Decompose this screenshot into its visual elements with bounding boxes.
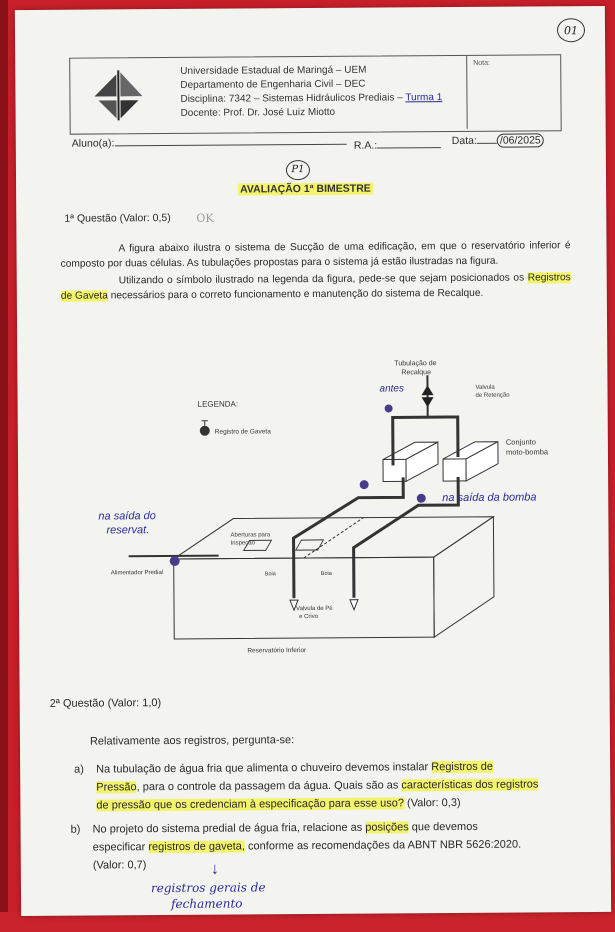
q2-b-l2-post: conforme as recomendações da ABNT NBR 5626:2020.: [244, 838, 522, 853]
legend-valve-icon: [200, 421, 210, 436]
label-aberturas-1: Aberturas para: [230, 532, 271, 539]
date-label: Data:: [451, 134, 477, 148]
reservoir: [173, 517, 494, 639]
q2-a-l1-text: Na tubulação de água fria que alimenta o chuveiro devemos instalar: [96, 761, 432, 776]
grade-box: [466, 55, 562, 129]
q1-para2-highlight: Registros de Gaveta: [60, 272, 571, 302]
ra-row: [354, 139, 441, 152]
hand-note-saida-reserv-2: reservat.: [106, 524, 150, 537]
q1-heading: 1ª Questão (Valor: 0,5): [64, 211, 171, 225]
q2-a-line-3: [96, 795, 460, 814]
label-valvula-pe-2: e Crivo: [299, 613, 319, 621]
exam-sheet: [15, 6, 611, 916]
q2-a-line-2: [96, 776, 538, 795]
exam-title: AVALIAÇÃO 1ª BIMESTRE: [240, 182, 371, 196]
q1-para2-post: necessários para o correto funcionamento e manutenção do sistema de Recalque.: [107, 287, 484, 302]
label-retencao-2: de Retenção: [475, 392, 510, 399]
arrow-down-icon: ↓: [210, 860, 219, 878]
suction-pipes: [127, 375, 459, 599]
date-row: [452, 134, 544, 147]
q2-intro: Relativamente aos registros, pergunta-se:: [89, 734, 295, 748]
label-aberturas-2: Inspeção: [230, 540, 255, 547]
page-number-circle: [557, 18, 585, 42]
q2-a-label: a): [74, 763, 84, 776]
uem-logo: [86, 66, 150, 122]
ra-label: R.A.:: [353, 139, 378, 152]
discipline-text: Disciplina: 7342 – Sistemas Hidráulicos Prediais –: [180, 92, 406, 105]
hand-answer-1: registros gerais de: [150, 880, 266, 896]
pump-1: [383, 442, 438, 481]
q2-a-l3-highlight: de pressão que os credenciam à especificação para esse uso?: [96, 797, 405, 812]
q2-a-l3-text: (Valor: 0,3): [403, 796, 461, 810]
q2-b-l2-highlight: registros de gaveta,: [148, 840, 245, 854]
discipline-line: [180, 92, 442, 105]
q2-b-line-3: (Valor: 0,7): [92, 859, 147, 872]
q2-b-line-2: [93, 837, 522, 856]
background-edge: [0, 0, 8, 932]
pump-2: [443, 442, 498, 481]
q2-a-line-1: [96, 759, 493, 778]
q2-a-l2-highlight: Pressão: [96, 781, 137, 794]
ok-mark: OK: [196, 211, 214, 225]
page-number: 01: [563, 24, 579, 38]
label-valvula-pe-1: Valvula de Pé: [296, 605, 333, 613]
suction-system-figure: [57, 346, 599, 670]
university-name: Universidade Estadual de Maringá – UEM: [180, 64, 367, 77]
q2-heading: 2ª Questão (Valor: 1,0): [49, 697, 162, 710]
ra-field[interactable]: [377, 147, 441, 148]
label-boia-2: Boia: [320, 570, 332, 577]
date-value: /06/2025: [497, 133, 544, 147]
q1-paragraph-1: A figura abaixo ilustra o sistema de Sucção de uma edificação, em que o reservatório inferior é composto por duas células. As tubulações propostas para o sistema já estão ilustradas na figura.: [60, 240, 571, 270]
hand-answer-2: fechamento: [171, 896, 243, 912]
turma-text: Turma 1: [405, 92, 443, 104]
label-alimentador: Alimentador Predial: [110, 570, 164, 577]
q2-b-l2-text: especificar: [92, 841, 149, 854]
q1-para2-pre: Utilizando o símbolo ilustrado na legenda da figura, pede-se que sejam posicionados os: [118, 272, 525, 287]
label-tubulacao-1: Tubulação de: [394, 360, 437, 368]
student-name-row: [72, 136, 347, 150]
q1-paragraph-2: [61, 270, 571, 304]
q2-b-l1-text: No projeto do sistema predial de água fria, relacione as: [92, 821, 366, 836]
teacher-name: Docente: Prof. Dr. José Luiz Miotto: [180, 106, 336, 119]
legend-item-label: Registro de Gaveta: [214, 428, 271, 436]
date-day-field[interactable]: [477, 143, 497, 144]
student-name-field[interactable]: [114, 144, 346, 147]
label-reservatorio: Reservatório Inferior: [247, 647, 307, 655]
legend-title: LEGENDA:: [197, 399, 239, 409]
hand-note-antes: antes: [379, 383, 405, 395]
label-conjunto-1: Conjunto: [505, 437, 536, 447]
q2-b-label: b): [70, 823, 81, 836]
p1-mark: P1: [286, 160, 310, 180]
hand-note-saida-reserv-1: na saída do: [98, 510, 156, 523]
department-name: Departamento de Engenharia Civil – DEC: [180, 78, 366, 91]
label-tubulacao-2: Recalque: [401, 369, 431, 377]
q2-b-l1-highlight: posições: [365, 821, 409, 834]
label-conjunto-2: moto-bomba: [505, 447, 549, 457]
q2-a-l1-highlight: Registros de: [431, 760, 494, 774]
header-box: [69, 54, 562, 134]
label-boia-1: Boia: [264, 571, 276, 578]
label-retencao-1: Valvula: [475, 384, 495, 391]
grade-label: Nota:: [473, 59, 490, 67]
student-name-label: Aluno(a):: [71, 137, 115, 150]
q2-a-l2-highlight-2: características dos registros: [401, 778, 539, 792]
hand-note-saida-bomba: na saída da bomba: [442, 491, 537, 505]
q2-b-l1-post: que devemos: [408, 820, 478, 834]
q2-b-line-1: [93, 819, 478, 838]
q2-a-l2-text: , para o controle da passagem da água. Quais são as: [136, 779, 402, 794]
